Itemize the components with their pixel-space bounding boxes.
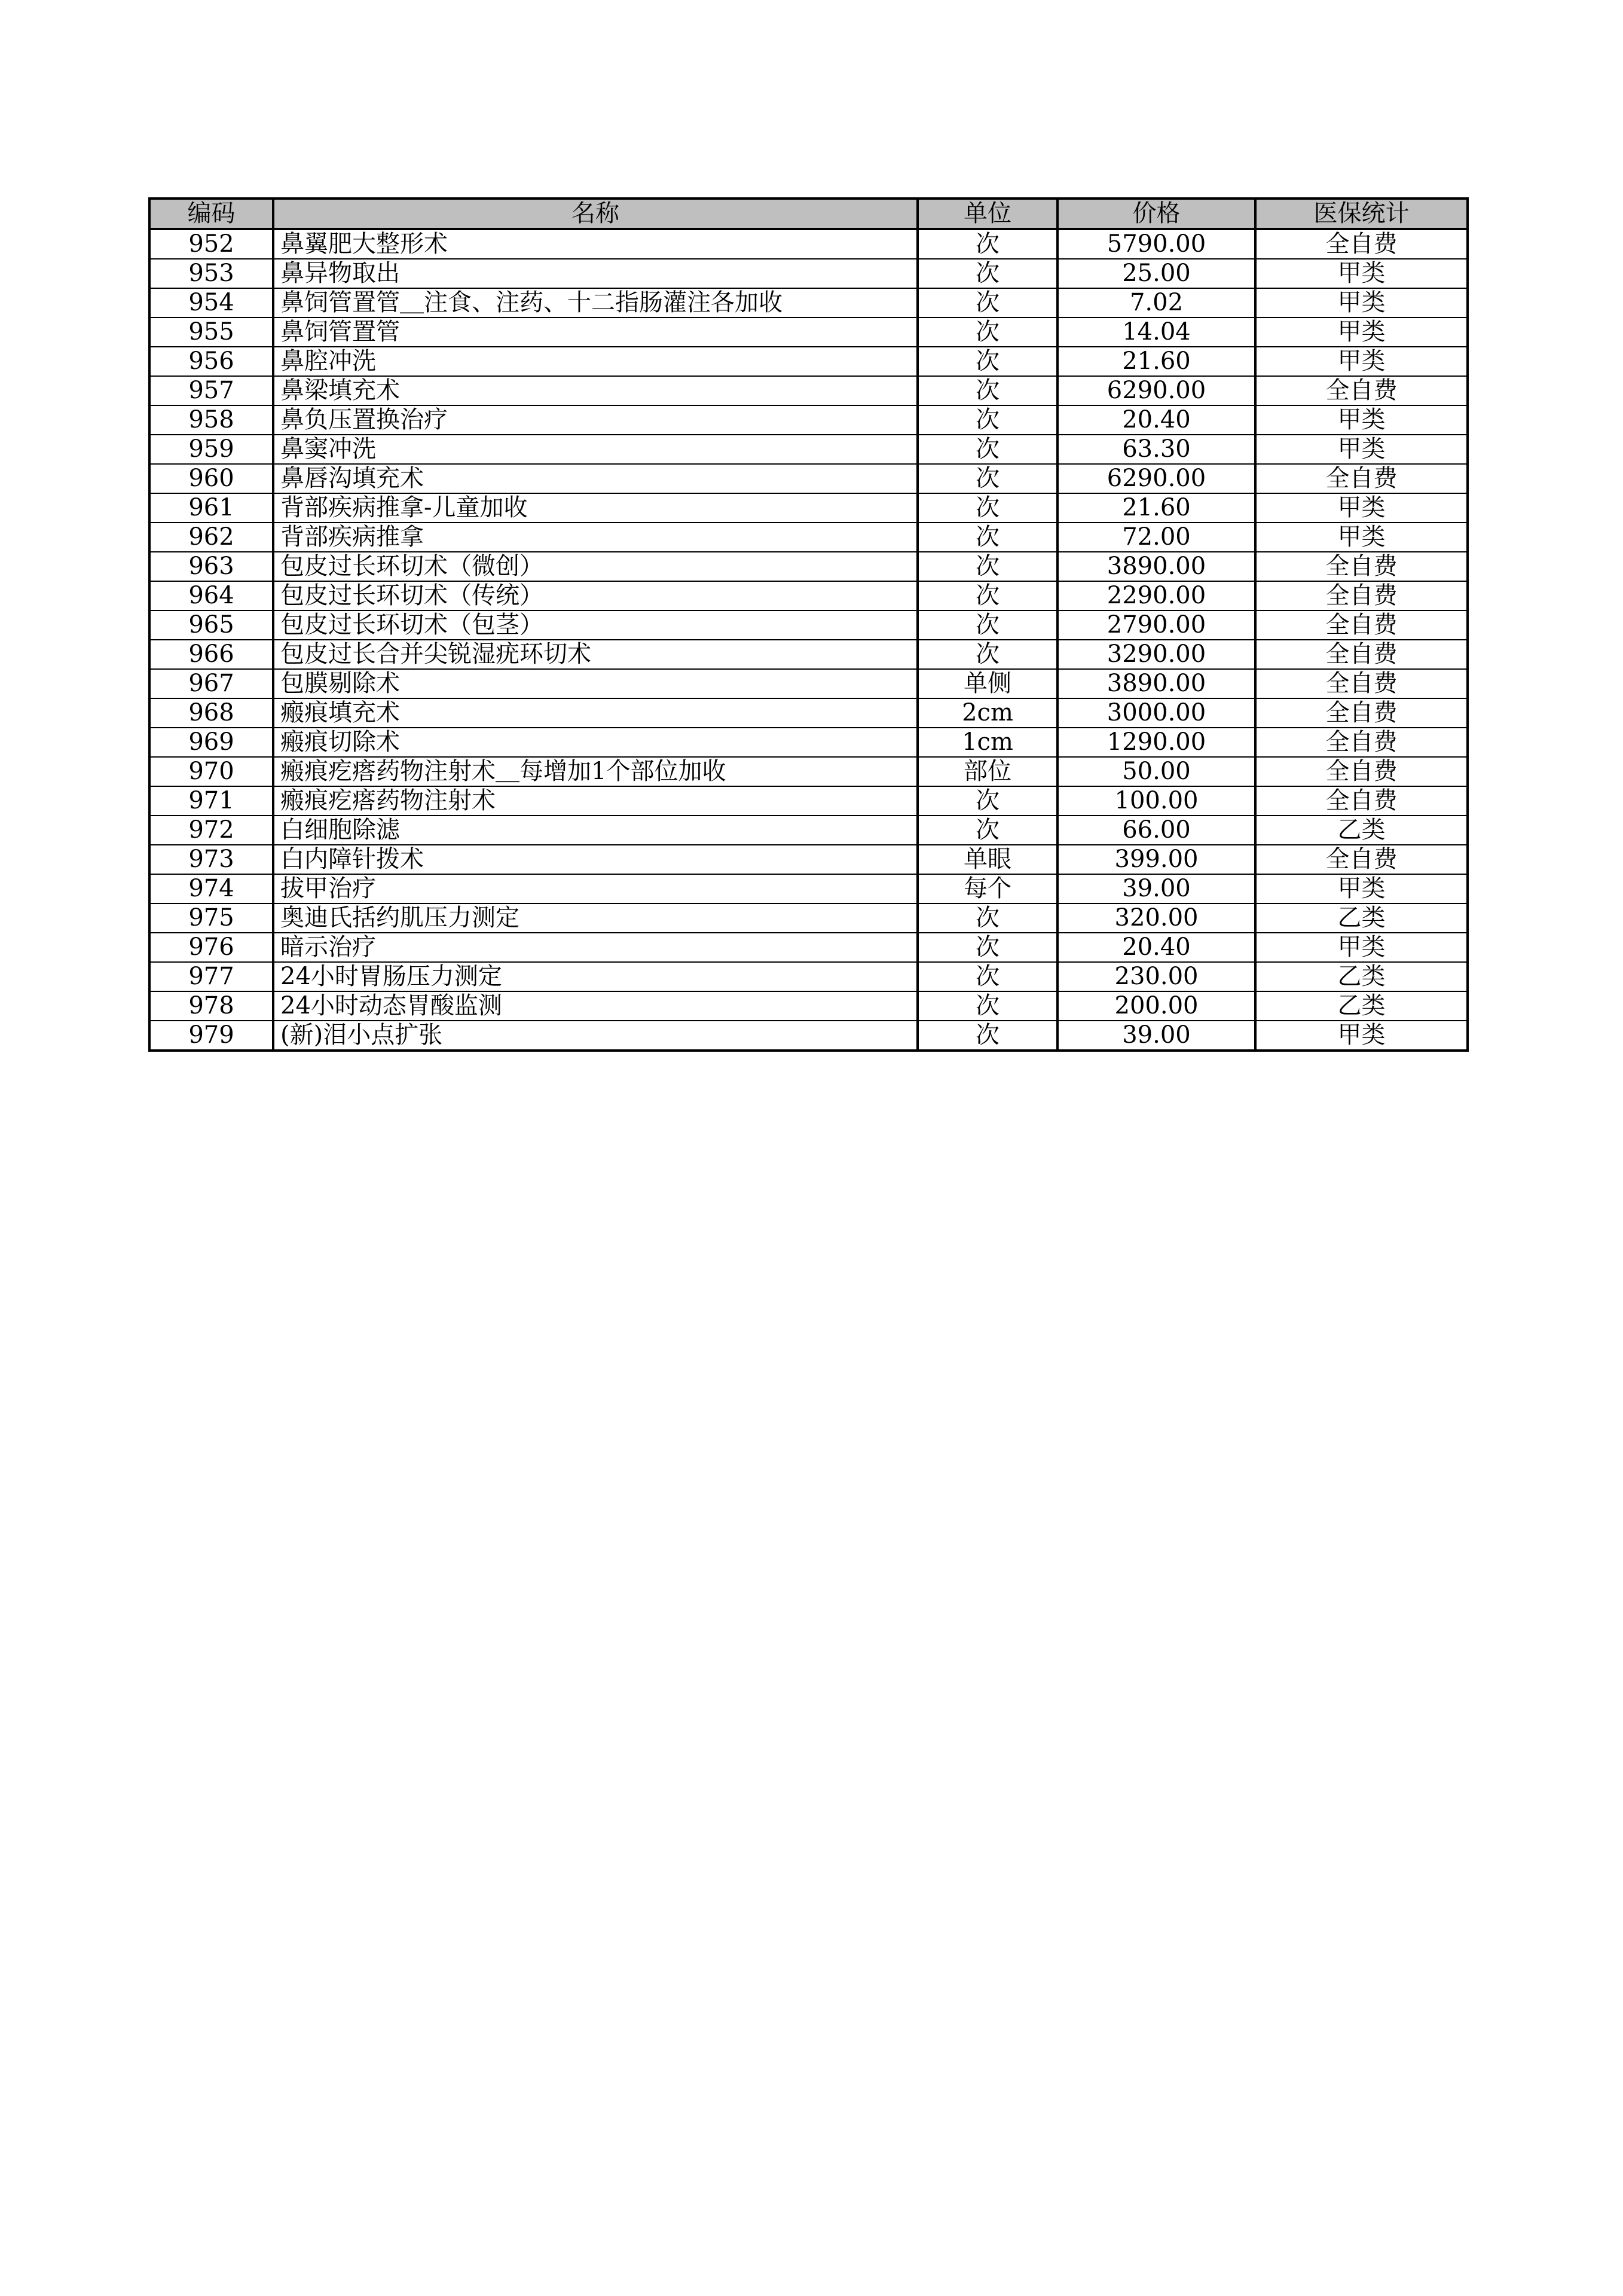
table-row — [149, 405, 1468, 435]
cell-price: 230.00 — [1057, 962, 1255, 991]
cell-name: 24小时动态胃酸监测 — [273, 991, 918, 1021]
cell-unit: 次 — [918, 962, 1057, 991]
cell-code: 962 — [149, 523, 273, 552]
table-row — [149, 786, 1468, 816]
cell-insurance: 全自费 — [1255, 728, 1468, 757]
cell-unit: 次 — [918, 610, 1057, 640]
table-row — [149, 991, 1468, 1021]
table-row — [149, 698, 1468, 728]
cell-price: 25.00 — [1057, 259, 1255, 288]
cell-code: 960 — [149, 464, 273, 493]
cell-price: 3290.00 — [1057, 640, 1255, 669]
table-row — [149, 317, 1468, 347]
table-row — [149, 757, 1468, 786]
table-row — [149, 845, 1468, 874]
cell-code: 976 — [149, 933, 273, 962]
cell-unit: 2cm — [918, 698, 1057, 728]
cell-code: 978 — [149, 991, 273, 1021]
table-row — [149, 962, 1468, 991]
table-row — [149, 816, 1468, 845]
cell-insurance: 甲类 — [1255, 523, 1468, 552]
cell-name: 鼻腔冲洗 — [273, 347, 918, 376]
cell-code: 969 — [149, 728, 273, 757]
cell-unit: 次 — [918, 376, 1057, 405]
table-row — [149, 347, 1468, 376]
header-price: 价格 — [1057, 199, 1255, 229]
cell-unit: 次 — [918, 552, 1057, 581]
cell-code: 970 — [149, 757, 273, 786]
cell-unit: 次 — [918, 816, 1057, 845]
cell-price: 66.00 — [1057, 816, 1255, 845]
cell-code: 966 — [149, 640, 273, 669]
cell-unit: 次 — [918, 288, 1057, 317]
cell-name: 包皮过长环切术（传统） — [273, 581, 918, 610]
cell-insurance: 全自费 — [1255, 581, 1468, 610]
cell-name: 鼻翼肥大整形术 — [273, 229, 918, 259]
cell-name: 包皮过长环切术（微创） — [273, 552, 918, 581]
cell-code: 972 — [149, 816, 273, 845]
cell-insurance: 乙类 — [1255, 991, 1468, 1021]
table-row — [149, 464, 1468, 493]
cell-price: 399.00 — [1057, 845, 1255, 874]
cell-unit: 次 — [918, 523, 1057, 552]
cell-unit: 次 — [918, 229, 1057, 259]
cell-code: 979 — [149, 1021, 273, 1051]
cell-insurance: 全自费 — [1255, 669, 1468, 698]
cell-name: 暗示治疗 — [273, 933, 918, 962]
cell-price: 2790.00 — [1057, 610, 1255, 640]
cell-unit: 次 — [918, 464, 1057, 493]
cell-name: 鼻饲管置管 — [273, 317, 918, 347]
cell-name: 包皮过长环切术（包茎） — [273, 610, 918, 640]
cell-price: 6290.00 — [1057, 464, 1255, 493]
table-row — [149, 903, 1468, 933]
cell-insurance: 甲类 — [1255, 288, 1468, 317]
cell-code: 965 — [149, 610, 273, 640]
cell-name: 24小时胃肠压力测定 — [273, 962, 918, 991]
cell-name: 包皮过长合并尖锐湿疣环切术 — [273, 640, 918, 669]
cell-unit: 单侧 — [918, 669, 1057, 698]
cell-unit: 每个 — [918, 874, 1057, 903]
header-insurance: 医保统计 — [1255, 199, 1468, 229]
table-row — [149, 669, 1468, 698]
table-row — [149, 552, 1468, 581]
cell-code: 953 — [149, 259, 273, 288]
cell-code: 967 — [149, 669, 273, 698]
cell-price: 14.04 — [1057, 317, 1255, 347]
table-row — [149, 523, 1468, 552]
cell-price: 200.00 — [1057, 991, 1255, 1021]
cell-name: 瘢痕疙瘩药物注射术 — [273, 786, 918, 816]
cell-insurance: 全自费 — [1255, 552, 1468, 581]
header-unit: 单位 — [918, 199, 1057, 229]
cell-code: 956 — [149, 347, 273, 376]
header-code: 编码 — [149, 199, 273, 229]
cell-unit: 次 — [918, 435, 1057, 464]
cell-unit: 次 — [918, 259, 1057, 288]
cell-insurance: 全自费 — [1255, 786, 1468, 816]
cell-price: 6290.00 — [1057, 376, 1255, 405]
cell-unit: 次 — [918, 347, 1057, 376]
table-row — [149, 229, 1468, 259]
table-row — [149, 259, 1468, 288]
cell-code: 974 — [149, 874, 273, 903]
cell-price: 21.60 — [1057, 493, 1255, 523]
header-name: 名称 — [273, 199, 918, 229]
cell-name: (新)泪小点扩张 — [273, 1021, 918, 1051]
cell-unit: 次 — [918, 1021, 1057, 1051]
table-row — [149, 493, 1468, 523]
cell-name: 鼻唇沟填充术 — [273, 464, 918, 493]
cell-insurance: 甲类 — [1255, 405, 1468, 435]
cell-unit: 次 — [918, 581, 1057, 610]
cell-insurance: 甲类 — [1255, 347, 1468, 376]
cell-code: 959 — [149, 435, 273, 464]
cell-code: 955 — [149, 317, 273, 347]
cell-code: 958 — [149, 405, 273, 435]
cell-price: 20.40 — [1057, 933, 1255, 962]
cell-insurance: 甲类 — [1255, 259, 1468, 288]
cell-insurance: 甲类 — [1255, 1021, 1468, 1051]
cell-price: 39.00 — [1057, 874, 1255, 903]
cell-name: 鼻负压置换治疗 — [273, 405, 918, 435]
cell-code: 957 — [149, 376, 273, 405]
cell-price: 72.00 — [1057, 523, 1255, 552]
cell-code: 954 — [149, 288, 273, 317]
table-row — [149, 288, 1468, 317]
cell-insurance: 乙类 — [1255, 962, 1468, 991]
cell-insurance: 甲类 — [1255, 493, 1468, 523]
table-header — [149, 199, 1468, 229]
table-row — [149, 435, 1468, 464]
table-row — [149, 640, 1468, 669]
cell-code: 977 — [149, 962, 273, 991]
cell-price: 5790.00 — [1057, 229, 1255, 259]
cell-price: 100.00 — [1057, 786, 1255, 816]
table-row — [149, 874, 1468, 903]
cell-insurance: 全自费 — [1255, 640, 1468, 669]
cell-code: 971 — [149, 786, 273, 816]
cell-code: 952 — [149, 229, 273, 259]
cell-name: 瘢痕切除术 — [273, 728, 918, 757]
cell-insurance: 乙类 — [1255, 816, 1468, 845]
cell-insurance: 全自费 — [1255, 376, 1468, 405]
cell-insurance: 甲类 — [1255, 435, 1468, 464]
cell-name: 瘢痕填充术 — [273, 698, 918, 728]
table-row — [149, 376, 1468, 405]
cell-unit: 次 — [918, 903, 1057, 933]
cell-insurance: 全自费 — [1255, 464, 1468, 493]
cell-unit: 次 — [918, 640, 1057, 669]
cell-code: 961 — [149, 493, 273, 523]
table-body — [149, 229, 1468, 1051]
cell-price: 2290.00 — [1057, 581, 1255, 610]
cell-code: 973 — [149, 845, 273, 874]
cell-price: 39.00 — [1057, 1021, 1255, 1051]
cell-unit: 单眼 — [918, 845, 1057, 874]
cell-price: 3000.00 — [1057, 698, 1255, 728]
cell-price: 320.00 — [1057, 903, 1255, 933]
cell-insurance: 甲类 — [1255, 933, 1468, 962]
cell-price: 3890.00 — [1057, 669, 1255, 698]
cell-unit: 次 — [918, 991, 1057, 1021]
cell-price: 20.40 — [1057, 405, 1255, 435]
cell-insurance: 甲类 — [1255, 317, 1468, 347]
cell-insurance: 甲类 — [1255, 874, 1468, 903]
table-row — [149, 933, 1468, 962]
table-row — [149, 728, 1468, 757]
cell-name: 奥迪氏括约肌压力测定 — [273, 903, 918, 933]
cell-code: 964 — [149, 581, 273, 610]
cell-unit: 次 — [918, 317, 1057, 347]
cell-insurance: 乙类 — [1255, 903, 1468, 933]
table-row — [149, 581, 1468, 610]
cell-insurance: 全自费 — [1255, 845, 1468, 874]
cell-unit: 次 — [918, 933, 1057, 962]
cell-price: 3890.00 — [1057, 552, 1255, 581]
cell-unit: 部位 — [918, 757, 1057, 786]
cell-name: 鼻异物取出 — [273, 259, 918, 288]
cell-price: 50.00 — [1057, 757, 1255, 786]
cell-insurance: 全自费 — [1255, 757, 1468, 786]
price-table — [148, 197, 1469, 1052]
cell-unit: 次 — [918, 493, 1057, 523]
cell-insurance: 全自费 — [1255, 698, 1468, 728]
cell-name: 白细胞除滤 — [273, 816, 918, 845]
cell-code: 975 — [149, 903, 273, 933]
cell-insurance: 全自费 — [1255, 229, 1468, 259]
cell-name: 拔甲治疗 — [273, 874, 918, 903]
cell-name: 鼻梁填充术 — [273, 376, 918, 405]
cell-unit: 1cm — [918, 728, 1057, 757]
table-row — [149, 1021, 1468, 1051]
cell-code: 968 — [149, 698, 273, 728]
cell-name: 背部疾病推拿 — [273, 523, 918, 552]
cell-price: 7.02 — [1057, 288, 1255, 317]
cell-price: 1290.00 — [1057, 728, 1255, 757]
cell-name: 白内障针拨术 — [273, 845, 918, 874]
cell-insurance: 全自费 — [1255, 610, 1468, 640]
cell-name: 包膜剔除术 — [273, 669, 918, 698]
table-row — [149, 610, 1468, 640]
cell-price: 63.30 — [1057, 435, 1255, 464]
cell-name: 鼻饲管置管＿注食、注药、十二指肠灌注各加收 — [273, 288, 918, 317]
cell-name: 鼻窦冲洗 — [273, 435, 918, 464]
cell-unit: 次 — [918, 405, 1057, 435]
cell-name: 瘢痕疙瘩药物注射术＿每增加1个部位加收 — [273, 757, 918, 786]
cell-name: 背部疾病推拿-儿童加收 — [273, 493, 918, 523]
cell-code: 963 — [149, 552, 273, 581]
header-row — [149, 199, 1468, 229]
cell-unit: 次 — [918, 786, 1057, 816]
cell-price: 21.60 — [1057, 347, 1255, 376]
